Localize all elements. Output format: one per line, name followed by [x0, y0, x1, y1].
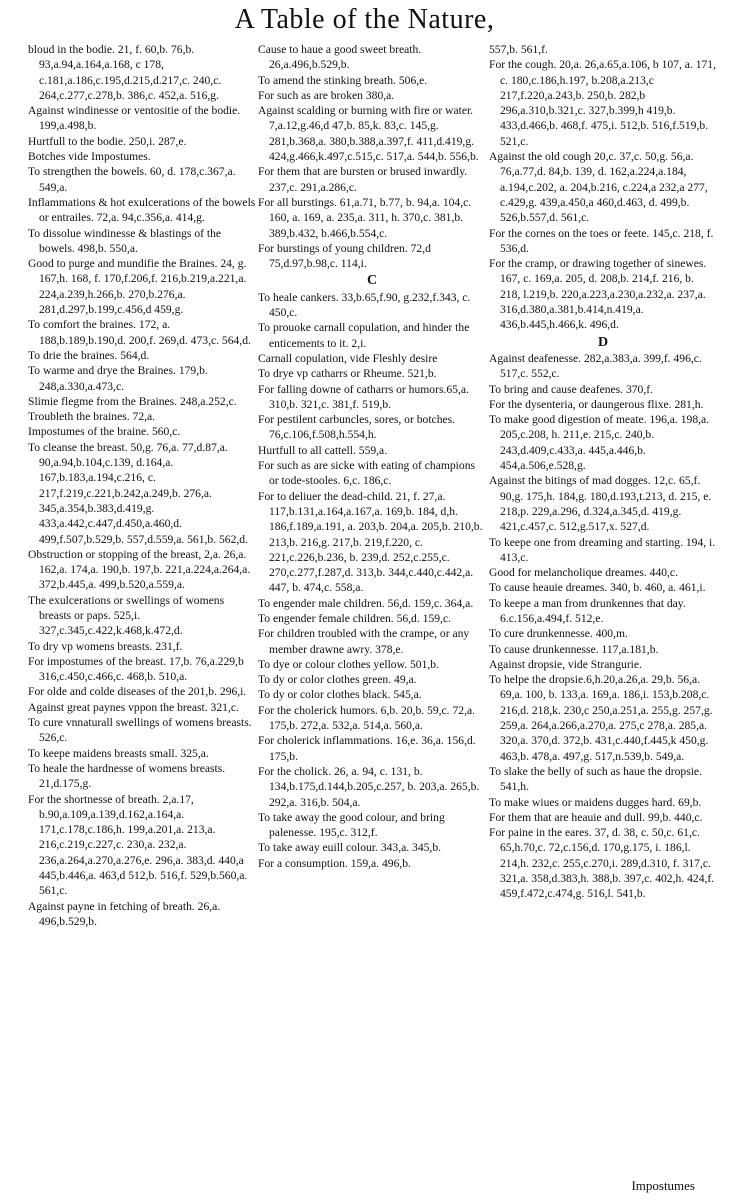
index-entry: To prouoke carnall copulation, and hinder the enticements to it. 2,i. — [258, 321, 470, 350]
index-entry: Against the old cough 20,c. 37,c. 50,g. 56,a. 76,a.77,d. 84,b. 139, d. 162,a.224,a.184, a.194,c.202, a. 204,b.216, c.224,a 232,a 277, c.429,g. 439,a.450,a 460,d.463, d. 499,b. 526,b.557,d. 561,c. — [489, 150, 708, 225]
index-entry: To take away the good colour, and bring palenesse. 195,c. 312,f. — [258, 810, 445, 840]
index-entry: For cholerick inflammations. 16,e. 36,a. 156,d. 175,b. — [258, 734, 476, 763]
index-entry: To comfort the braines. 172, a. 188,b.189,b.190,d. 200,f. 269,d. 473,c. 564,d. — [28, 318, 251, 347]
index-entry: Hurtfull to the bodie. 250,i. 287,e. — [28, 134, 187, 148]
index-entry: Carnall copulation, vide Fleshly desire — [258, 351, 438, 365]
index-entry: To heale cankers. 33,b.65,f.90, g.232,f.343, c. 450,c. — [258, 290, 471, 320]
index-entry: Botches vide Impostumes. — [28, 150, 151, 164]
index-entry: For the cramp, or drawing together of sinewes. 167, c. 169,a. 205, d. 208,b. 214,f. 216, b. 218, l.219,b. 220,a.223,a.230,a.232,a. 237,a. 316,d.380,a.381,b.414,n.419,a. 436,b.445,h.466,k. 496,d. — [489, 257, 707, 332]
index-entry: To keepe maidens breasts small. 325,a. — [28, 746, 209, 760]
index-entry: To warme and drye the Braines. 179,b. 248,a.330,a.473,c. — [28, 364, 208, 393]
index-entry: For the cholick. 26, a. 94, c. 131, b. 134,b.175,d.144,b.205,c.257, b. 203,a. 265,b. 292,a. 316,b. 504,a. — [258, 764, 480, 809]
index-entry: To engender female children. 56,d. 159,c. — [258, 611, 451, 625]
index-entry: To take away euill colour. 343,a. 345,b. — [258, 841, 442, 855]
index-entry: To dy or color clothes black. 545,a. — [258, 688, 422, 702]
index-entry: To dy or color clothes green. 49,a. — [258, 673, 417, 687]
index-entry: For burstings of young children. 72,d 75,d.97,b.98,c. 114,i. — [258, 241, 431, 271]
index-entry: To keepe one from dreaming and starting. 194, i. 413,c. — [489, 535, 716, 564]
index-entry: To slake the belly of such as haue the dropsie. 541,h. — [489, 764, 702, 794]
index-entry: For pestilent carbuncles, sores, or botches. 76,c.106,f.508,h.554,h. — [258, 413, 456, 442]
index-entry: To cure vnnaturall swellings of womens breasts. 526,c. — [28, 716, 252, 745]
index-entry: To drye vp catharrs or Rheume. 521,b. — [258, 367, 437, 381]
index-entry: For olde and colde diseases of the 201,b. 296,i. — [28, 685, 247, 699]
index-entry: Good to purge and mundifie the Braines. 24, g. 167,h. 168, f. 170,f.206,f. 216,b.219,a.221,a. 224,a.239,h.266,b. 270,b.276,a. 281,d.297,b.199,c.456,d 459,g. — [28, 257, 247, 317]
index-entry: For the cough. 20,a. 26,a.65,a.106, b 107, a. 171, c. 180,c.186,h.197, b.208,a.213,c 217,f.220,a.243,b. 250,b. 282,b 296,a.310,b.321,c. 327,b.399,h 419,b. 433,d.466,b. 468,f. 475,i. 512,b. 516,f.519,b. 521,c. — [489, 58, 717, 148]
index-entry: Against payne in fetching of breath. 26,a. 496,b.529,b. — [28, 899, 221, 928]
index-entry: To dissolue windinesse & blastings of the bowels. 498,b. 550,a. — [28, 226, 222, 255]
section-letter: C — [366, 273, 378, 289]
index-entry: Against scalding or burning with fire or water. 7,a.12,g.46,d 47,b. 85,k. 83,c. 145,g. 281,b.368,a. 380,b.388,a.397,f. 411,d.419,g. 424,g.466,k.497,c.515,c. 517,a. 544,b. 556,b. — [258, 104, 479, 164]
index-entry: For them that are bursten or brused inwardly. 237,c. 291,a.286,c. — [258, 165, 468, 194]
index-entry: To drie the braines. 564,d. — [28, 348, 150, 362]
index-column-3 — [489, 42, 717, 902]
index-entry: To make good digestion of meate. 196,a. 198,a. 205,c.208, h. 211,e. 215,c. 240,b. 243,d.409,c.433,a. 445,a.446,b. 454,a.506,e.528,g. — [489, 413, 710, 473]
index-entry: For the cornes on the toes or feete. 145,c. 218, f. 536,d. — [489, 226, 714, 255]
index-entry: Hurtfull to all cattell. 559,a. — [258, 443, 388, 457]
index-entry: Against deafenesse. 282,a.383,a. 399,f. 496,c. 517,c. 552,c. — [489, 351, 702, 381]
index-column-2 — [258, 42, 486, 871]
index-entry: For a consumption. 159,a. 496,b. — [258, 856, 411, 870]
catchword: Impostumes — [631, 1178, 695, 1193]
index-entry: Slimie flegme from the Braines. 248,a.252,c. — [28, 394, 237, 408]
index-column-1 — [28, 42, 256, 929]
section-letter: D — [597, 334, 609, 350]
index-entry: For falling downe of catharrs or humors.65,a. 310,b. 321,c. 381,f. 519,b. — [258, 382, 469, 411]
index-entry: For impostumes of the breast. 17,b. 76,a.229,b 316,c.450,c.466,c. 468,b. 510,a. — [28, 654, 244, 684]
index-entry: To dry vp womens breasts. 231,f. — [28, 639, 183, 653]
index-entry: To cause drunkennesse. 117,a.181,b. — [489, 642, 659, 656]
index-entry: To cure drunkennesse. 400,m. — [489, 627, 628, 641]
index-entry: To cause heauie dreames. 340, b. 460, a. 461,i. — [489, 581, 706, 595]
index-entry: To strengthen the bowels. 60, d. 178,c.367,a. 549,a. — [28, 165, 236, 194]
index-entry: bloud in the bodie. 21, f. 60,b. 76,b. 93,a.94,a.164,a.168, c 178, c.181,a.186,c.195,d.215,d.217,c. 240,c. 264,c.277,c.278,b. 386,c. 452,a. 516,g. — [28, 43, 222, 102]
index-entry: 557,b. 561,f. — [489, 43, 548, 56]
index-entry: To heale the hardnesse of womens breasts. 21,d.175,g. — [28, 761, 226, 791]
index-entry: Troubleth the braines. 72,a. — [28, 410, 156, 424]
index-entry: For the dysenteria, or daungerous flixe. 281,h. — [489, 397, 704, 411]
index-entry: For the shortnesse of breath. 2,a.17, b.90,a.109,a.139,d.162,a.164,a. 171,c.178,c.186,h. 199,a.201,a. 213,a. 216,c.219,c.227,c. 230,a. 232,a. 236,a.264,a.270,a.276,e. 296,a. 383,d. 440,a 445,b.446,a. 463,d 512,b. 516,f. 529,b.560,a. 561,c. — [28, 792, 248, 898]
index-entry: Impostumes of the braine. 560,c. — [28, 425, 181, 439]
index-entry: Inflammations & hot exulcerations of the bowels or entrailes. 72,a. 94,c.356,a. 414,g. — [28, 195, 256, 225]
index-entry: Cause to haue a good sweet breath. 26,a.496,b.529,b. — [258, 43, 422, 72]
index-entry: For the cholerick humors. 6,b. 20,b. 59,c. 72,a. 175,b. 272,a. 532,a. 514,a. 560,a. — [258, 703, 476, 733]
index-entry: To engender male children. 56,d. 159,c. 364,a. — [258, 596, 474, 610]
index-entry: To bring and cause deafenes. 370,f. — [489, 382, 654, 396]
index-entry: For them that are heauie and dull. 99,b. 440,c. — [489, 810, 703, 824]
index-entry: To dye or colour clothes yellow. 501,b. — [258, 657, 439, 671]
index-entry: Good for melancholique dreames. 440,c. — [489, 566, 678, 580]
index-entry: To keepe a man from drunkennes that day. 6.c.156,a.494,f. 512,e. — [489, 596, 686, 625]
page-title: A Table of the Nature, — [234, 4, 495, 35]
index-entry: Obstruction or stopping of the breast, 2,a. 26,a. 162,a. 174,a. 190,b. 197,b. 221,a.224,a.264,a. 372,b.445,a. 499,b.520,a.559,a. — [28, 547, 251, 592]
index-entry: To cleanse the breast. 50,g. 76,a. 77,d.87,a. 90,a.94,b.104,c.139, d.164,a. 167,b.183,a.194,c.216, c. 217,f.219,c.221,b.242,a.249,b. 276,a. 345,a.354,b.383,d.419,g. 433,a.442,c.447,d.450,a.460,d. 499,f.507,b.529,b. 557,d.559,a. 561,b. 562,d. — [28, 440, 248, 546]
index-entry: For all burstings. 61,a.71, b.77, b. 94,a. 104,c. 160, a. 169, a. 235,a. 311, h. 370,c. 381,b. 389,b.432, b.466,b.554,c. — [258, 195, 472, 240]
index-entry: For to deliuer the dead-child. 21, f. 27,a. 117,b.131,a.164,a.167,a. 169,b. 184, d,h. 186,f.189,a.191, a. 203,b. 204,a. 205,b. 210,b. 213,b. 216,g. 217,b. 219,f.220, c. 221,c.226,b.236, b. 239,d. 252,c.255,c. 270,c.277,f.287,d. 313,b. 344,c.440,c.442,a. 447, b. 474,c. 558,a. — [258, 489, 483, 595]
index-entry: To make wiues or maidens dugges hard. 69,b. — [489, 795, 702, 809]
index-entry: Against the bitings of mad dogges. 12,c. 65,f. 90,g. 175,h. 184,g. 180,d.193,t.213, d. 215, e. 218,p. 229,a.296, d.324,a.345,d. 419,g. 421,c.457,c. 512,g.517,x. 527,d. — [489, 474, 712, 534]
index-entry: For such as are sicke with eating of champions or tode-stooles. 6,c. 186,c. — [258, 459, 476, 488]
index-entry: For children troubled with the crampe, or any member drawne awry. 378,e. — [258, 627, 470, 656]
index-entry: For paine in the eares. 37, d. 38, c. 50,c. 61,c. 65,h.70,c. 72,c.156,d. 170,g.175, i. 186,l. 214,h. 232,c. 255,c.270,i. 289,d.310, f. 317,c. 321,a. 358,d.383,h. 388,b. 397,c. 402,h. 424,f. 459,f.472,c.474,g. 516,l. 541,b. — [489, 826, 715, 901]
index-entry: Against dropsie, vide Strangurie. — [489, 657, 642, 671]
index-entry: Against windinesse or ventositie of the bodie. 199,a.498,b. — [28, 104, 241, 133]
index-entry: To amend the stinking breath. 506,e. — [258, 73, 428, 87]
index-entry: To helpe the dropsie.6,h.20,a.26,a. 29,b. 56,a. 69,a. 100, b. 133,a. 169,a. 186,i. 153,b.208,c. 216,d. 218,k. 230,c 250,a.251,a. 255,g. 257,g. 259,a. 264,a.266,a.270,a. 275,c 278,a. 285,a. 320,a. 370,d. 372,b. 431,c.440,f.445,k 450,g. 463,b. 478,a. 497,g. 517,n.539,b. 549,a. — [489, 673, 713, 763]
index-entry: For such as are broken 380,a. — [258, 88, 395, 102]
index-entry: The exulcerations or swellings of womens breasts or paps. 525,i. 327,c.345,c.422,k.468,k.472,d. — [28, 593, 225, 638]
index-entry: Against great paynes vppon the breast. 321,c. — [28, 700, 239, 714]
